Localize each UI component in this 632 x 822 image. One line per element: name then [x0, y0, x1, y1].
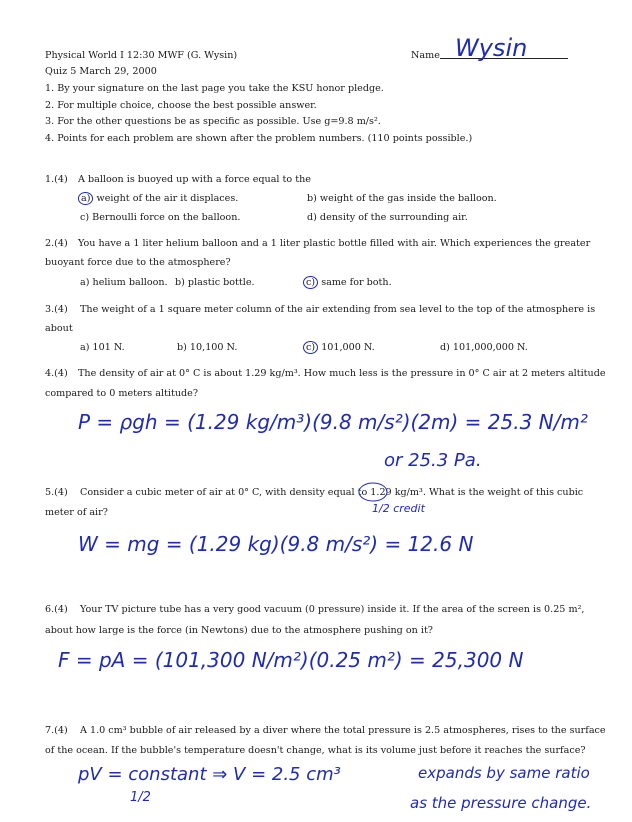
- question-1-number: 1.(4): [45, 174, 68, 185]
- question-5-grader-note: 1/2 credit: [372, 502, 425, 515]
- option-a-text: weight of the air it displaces.: [96, 193, 239, 204]
- circled-answer-mark: c): [303, 276, 318, 289]
- quiz-date: Quiz 5 March 29, 2000: [45, 66, 157, 77]
- question-2-number: 2.(4): [45, 238, 68, 249]
- question-3-text: The weight of a 1 square meter column of the air extending from sea level to the top of the atmosphere is: [80, 304, 596, 315]
- question-7-answer: pV = constant ⇒ V = 2.5 cm³: [78, 764, 341, 785]
- instruction-2: 2. For multiple choice, choose the best possible answer.: [45, 100, 317, 111]
- question-7-answer-note-1: expands by same ratio: [418, 764, 590, 782]
- question-4-text: The density of air at 0° C is about 1.29 kg/m³. How much less is the pressure in 0° C air at 2 meters altitude: [78, 368, 606, 379]
- question-5-answer: W = mg = (1.29 kg)(9.8 m/s²) = 12.6 N: [78, 532, 474, 556]
- question-3-option-c: [303, 342, 375, 354]
- question-3-number: 3.(4): [45, 304, 68, 315]
- option-c-text: 101,000 N.: [321, 342, 375, 353]
- question-1-option-b: b) weight of the gas inside the balloon.: [307, 193, 497, 204]
- question-5-text: Consider a cubic meter of air at 0° C, with density equal to 1.29 kg/m³. What is the weight of this cubic: [80, 487, 584, 498]
- question-3-option-a: a) 101 N.: [80, 342, 125, 353]
- student-name: Wysin: [455, 34, 528, 62]
- question-4-answer: P = ρgh = (1.29 kg/m³)(9.8 m/s²)(2m) = 25.3 N/m²: [78, 410, 588, 434]
- question-3-text-cont: about: [45, 323, 73, 334]
- question-2-text: You have a 1 liter helium balloon and a 1 liter plastic bottle filled with air. Which experiences the greater: [78, 238, 591, 249]
- option-c-text: same for both.: [321, 277, 392, 288]
- circled-answer-mark: c): [303, 341, 318, 354]
- question-6-text: Your TV picture tube has a very good vacuum (0 pressure) inside it. If the area of the screen is 0.25 m²,: [80, 604, 585, 615]
- question-6-answer: F = pA = (101,300 N/m²)(0.25 m²) = 25,300 N: [58, 648, 524, 672]
- question-7-answer-note-2: as the pressure change.: [410, 794, 592, 812]
- instruction-3: 3. For the other questions be as specific as possible. Use g=9.8 m/s².: [45, 116, 381, 127]
- question-1-option-c: c) Bernoulli force on the balloon.: [80, 212, 241, 223]
- question-5-text-cont: meter of air?: [45, 507, 108, 518]
- question-2-option-b: b) plastic bottle.: [175, 277, 255, 288]
- question-1-option-d: d) density of the surrounding air.: [307, 212, 468, 223]
- question-1-option-a: [78, 193, 238, 205]
- question-7-number: 7.(4): [45, 725, 68, 736]
- course-title: Physical World I 12:30 MWF (G. Wysin): [45, 50, 238, 61]
- question-6-number: 6.(4): [45, 604, 68, 615]
- question-4-answer-alt: or 25.3 Pa.: [384, 450, 482, 471]
- question-5-number: 5.(4): [45, 487, 68, 498]
- name-label: Name: [411, 50, 440, 61]
- question-2-text-cont: buoyant force due to the atmosphere?: [45, 257, 231, 268]
- circled-answer-mark: a): [78, 192, 93, 205]
- instruction-1: 1. By your signature on the last page you take the KSU honor pledge.: [45, 83, 384, 94]
- question-2-option-c: [303, 277, 392, 289]
- question-4-number: 4.(4): [45, 368, 68, 379]
- instruction-4: 4. Points for each problem are shown after the problem numbers. (110 points possible.): [45, 133, 473, 144]
- question-3-option-d: d) 101,000,000 N.: [440, 342, 528, 353]
- question-7-text-cont: of the ocean. If the bubble's temperature doesn't change, what is its volume just before it reaches the surface?: [45, 745, 586, 756]
- question-7-text: A 1.0 cm³ bubble of air released by a diver where the total pressure is 2.5 atmospheres, rises to the surface: [80, 725, 606, 736]
- question-7-score-mark: 1/2: [130, 790, 151, 805]
- question-4-text-cont: compared to 0 meters altitude?: [45, 388, 198, 399]
- question-1-text: A balloon is buoyed up with a force equal to the: [78, 174, 311, 185]
- question-2-option-a: a) helium balloon.: [80, 277, 168, 288]
- question-6-text-cont: about how large is the force (in Newtons) due to the atmosphere pushing on it?: [45, 625, 433, 636]
- question-3-option-b: b) 10,100 N.: [177, 342, 238, 353]
